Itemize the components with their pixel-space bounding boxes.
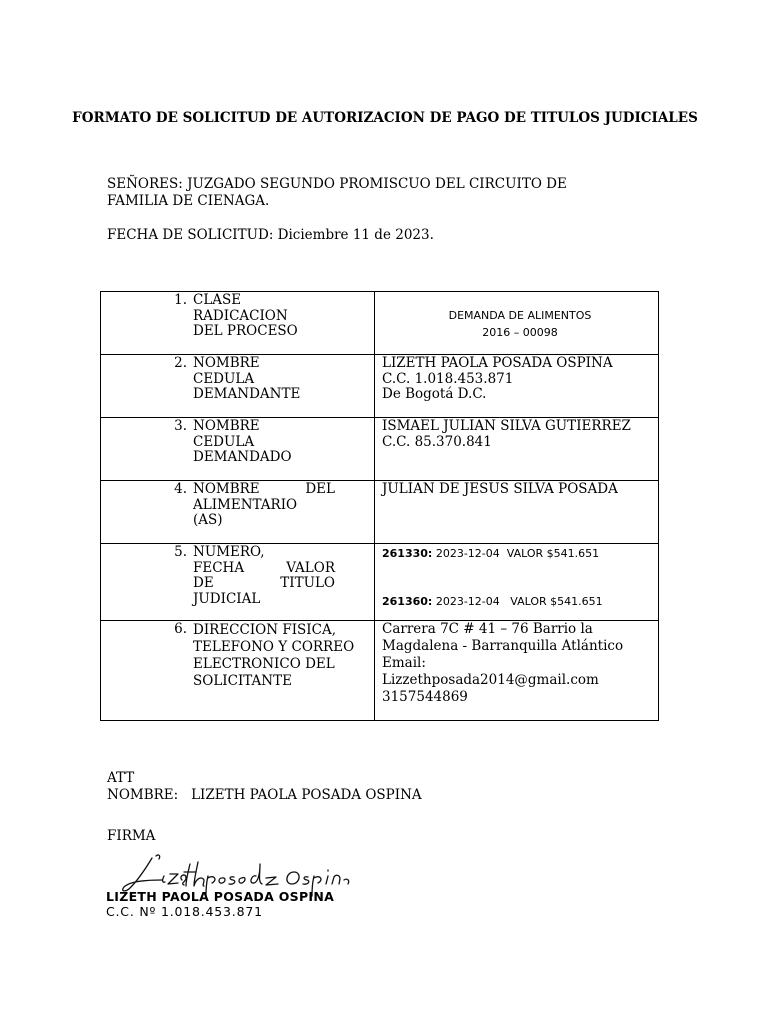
- label-cell: [101, 355, 375, 418]
- document-title: FORMATO DE SOLICITUD DE AUTORIZACION DE PAGO DE TITULOS JUDICIALES: [72, 110, 698, 126]
- row-number: 6.: [174, 621, 187, 637]
- table-row: [101, 544, 659, 621]
- value-line: 2016 – 00098: [482, 326, 558, 339]
- label-line: NOMBRE: [193, 418, 260, 434]
- label-line: (AS): [193, 512, 223, 528]
- signature-printed-name: LIZETH PAOLA POSADA OSPINA: [106, 889, 335, 904]
- table-row: [101, 621, 659, 721]
- label-line: JUDICIAL: [193, 590, 261, 607]
- value-line: ISMAEL JULIAN SILVA GUTIERREZ: [382, 418, 631, 434]
- titulo-number: 261360:: [382, 594, 433, 608]
- value-line: 3157544869: [382, 689, 468, 705]
- label-cell: [101, 621, 375, 721]
- label-cell: [101, 481, 375, 544]
- label-line: DEMANDADO: [193, 449, 292, 465]
- label-line: SOLICITANTE: [193, 673, 292, 689]
- label-line: ALIMENTARIO: [193, 496, 298, 513]
- label-line: TELEFONO Y CORREO: [193, 639, 355, 655]
- label-cell: [101, 418, 375, 481]
- value-line: JULIAN DE JESUS SILVA POSADA: [382, 481, 618, 497]
- label-line: NUMERO,: [193, 544, 265, 560]
- signer-name-line: NOMBRE: LIZETH PAOLA POSADA OSPINA: [107, 787, 422, 803]
- row-number: 1.: [174, 292, 187, 308]
- value-line: Magdalena - Barranquilla Atlántico: [382, 638, 624, 654]
- label-line: DEMANDANTE: [193, 386, 301, 402]
- label-line: DIRECCION FISICA,: [193, 622, 336, 638]
- table-row: [101, 481, 659, 544]
- titulo-detail: 2023-12-04 VALOR $541.651: [435, 547, 600, 560]
- label-line: NOMBRE: [193, 355, 260, 371]
- label-line: CEDULA: [193, 370, 255, 387]
- table-row: [101, 292, 659, 355]
- titulo-entry: [382, 594, 658, 610]
- row-number: 3.: [174, 418, 187, 434]
- table-row: [101, 355, 659, 418]
- value-line: Email:: [382, 655, 426, 671]
- row-number: 4.: [174, 481, 187, 497]
- request-form-table: [100, 291, 659, 721]
- value-line: Carrera 7C # 41 – 76 Barrio la: [382, 621, 593, 637]
- value-line: Lizzethposada2014@gmail.com: [382, 672, 599, 688]
- table-row: [101, 418, 659, 481]
- titulo-detail: 2023-12-04 VALOR $541.651: [435, 594, 603, 608]
- row-number: 5.: [174, 544, 187, 560]
- recipient-line-1: SEÑORES: JUZGADO SEGUNDO PROMISCUO DEL CIRCUITO DE: [107, 176, 567, 192]
- value-cell: [375, 355, 659, 418]
- label-cell: [101, 544, 375, 621]
- label-line: NOMBRE DEL: [193, 481, 335, 497]
- label-line: CLASE: [193, 292, 242, 308]
- signature-id-number: C.C. Nº 1.018.453.871: [106, 904, 263, 919]
- firma-label: FIRMA: [107, 828, 156, 844]
- label-cell: [101, 292, 375, 355]
- value-cell: [375, 481, 659, 544]
- att-label: ATT: [107, 770, 135, 786]
- value-line: LIZETH PAOLA POSADA OSPINA: [382, 355, 613, 371]
- label-line: DE TITULO: [193, 575, 335, 591]
- label-line: ELECTRONICO DEL: [193, 656, 335, 672]
- label-line: DEL PROCESO: [193, 323, 298, 339]
- value-line: C.C. 1.018.453.871: [382, 370, 514, 387]
- label-line: CEDULA: [193, 433, 255, 450]
- request-date: FECHA DE SOLICITUD: Diciembre 11 de 2023.: [107, 227, 434, 243]
- value-cell: [375, 418, 659, 481]
- value-cell: [375, 544, 659, 621]
- label-line: RADICACION: [193, 307, 288, 324]
- value-cell: [375, 621, 659, 721]
- value-line: De Bogotá D.C.: [382, 386, 487, 402]
- titulo-entry: [382, 546, 658, 562]
- titulo-number: 261330:: [382, 547, 433, 560]
- value-cell: [375, 292, 659, 355]
- recipient-line-2: FAMILIA DE CIENAGA.: [107, 193, 270, 209]
- value-line: DEMANDA DE ALIMENTOS: [448, 309, 592, 322]
- row-number: 2.: [174, 355, 187, 371]
- label-line: FECHA VALOR: [193, 559, 335, 576]
- value-line: C.C. 85.370.841: [382, 433, 492, 450]
